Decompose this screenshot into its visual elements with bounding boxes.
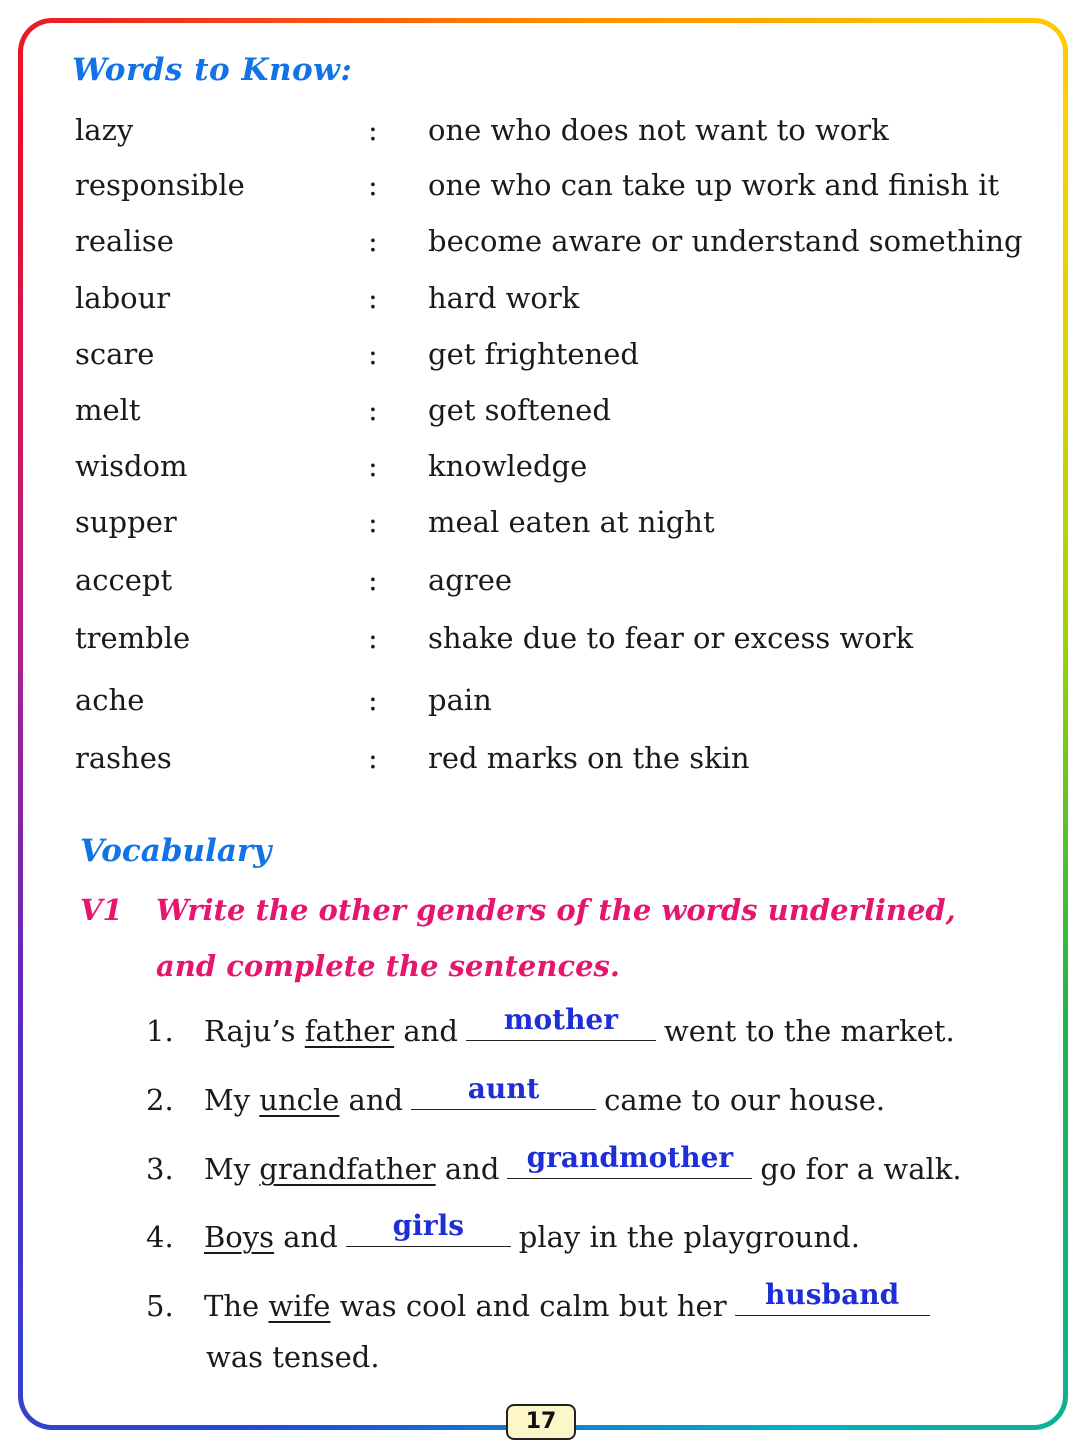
underlined-word: Boys [204,1220,275,1254]
word-row [0,621,1086,661]
meaning: one who can take up work and finish it [428,168,1000,202]
meaning: get softened [428,393,611,427]
question-4 [146,1209,860,1260]
question-text-pre: My [204,1083,260,1117]
underlined-word: father [304,1014,395,1048]
answer-blank[interactable] [507,1141,752,1179]
word: rashes [75,741,172,775]
word-row [0,337,1086,377]
word-row [0,563,1086,603]
colon: : [368,224,378,258]
colon: : [368,741,378,775]
exercise-instruction-line1: Write the other genders of the words underlined, [156,893,956,927]
answer-text: grandmother [526,1141,734,1174]
answer-blank[interactable] [411,1072,596,1110]
word-row [0,224,1086,264]
word-row [0,683,1086,723]
answer-blank[interactable] [346,1209,511,1247]
meaning: agree [428,563,513,597]
meaning: red marks on the skin [428,741,750,775]
meaning: hard work [428,281,580,315]
colon: : [368,683,378,717]
word: supper [75,505,177,539]
meaning: get frightened [428,337,639,371]
question-text-mid: was cool and calm but her [330,1289,727,1323]
colon: : [368,563,378,597]
answer-blank[interactable] [735,1278,930,1316]
colon: : [368,505,378,539]
question-5 [146,1278,938,1329]
word: melt [75,393,141,427]
question-number: 4. [146,1220,174,1254]
word: realise [75,224,174,258]
question-text-post: go for a walk. [760,1152,962,1186]
colon: : [368,449,378,483]
colon: : [368,113,378,147]
meaning: meal eaten at night [428,505,715,539]
meaning: shake due to fear or excess work [428,621,914,655]
exercise-instruction-line2: and complete the sentences. [156,949,620,983]
exercise-label: V1 [80,893,123,927]
answer-blank[interactable] [466,1003,656,1041]
word-row [0,505,1086,545]
question-text-pre: The [204,1289,269,1323]
meaning: become aware or understand something [428,224,1023,258]
question-5-continuation: was tensed. [206,1340,380,1374]
word-row [0,168,1086,208]
colon: : [368,168,378,202]
colon: : [368,393,378,427]
words-to-know-heading: Words to Know: [72,52,353,88]
question-3 [146,1141,962,1192]
question-text-mid: and [339,1083,404,1117]
question-1 [146,1003,955,1054]
answer-text: husband [765,1278,900,1311]
colon: : [368,337,378,371]
question-text-mid: and [274,1220,338,1254]
word-row [0,741,1086,781]
question-text-pre: My [204,1152,260,1186]
word: ache [75,683,145,717]
underlined-word: grandfather [259,1152,436,1186]
word: tremble [75,621,191,655]
question-2 [146,1072,886,1123]
colon: : [368,281,378,315]
answer-text: aunt [467,1072,540,1105]
meaning: knowledge [428,449,588,483]
question-text-mid: and [394,1014,458,1048]
question-text-pre: Raju’s [204,1014,305,1048]
question-number: 1. [146,1014,174,1048]
word: scare [75,337,155,371]
question-text-mid: and [435,1152,500,1186]
word: responsible [75,168,245,202]
colon: : [368,621,378,655]
question-number: 3. [146,1152,174,1186]
word-row [0,449,1086,489]
question-number: 5. [146,1289,174,1323]
answer-text: mother [503,1003,618,1036]
word: labour [75,281,171,315]
word-row [0,281,1086,321]
word-row [0,393,1086,433]
word-row [0,113,1086,153]
question-text-post: came to our house. [604,1083,886,1117]
vocabulary-heading: Vocabulary [80,833,272,869]
word: lazy [75,113,134,147]
question-text-post: went to the market. [663,1014,955,1048]
word: accept [75,563,173,597]
page-number: 17 [506,1404,576,1440]
word: wisdom [75,449,188,483]
underlined-word: wife [268,1289,331,1323]
answer-text: girls [392,1209,464,1242]
meaning: pain [428,683,492,717]
question-number: 2. [146,1083,174,1117]
meaning: one who does not want to work [428,113,889,147]
underlined-word: uncle [259,1083,340,1117]
question-text-post: play in the playground. [518,1220,860,1254]
